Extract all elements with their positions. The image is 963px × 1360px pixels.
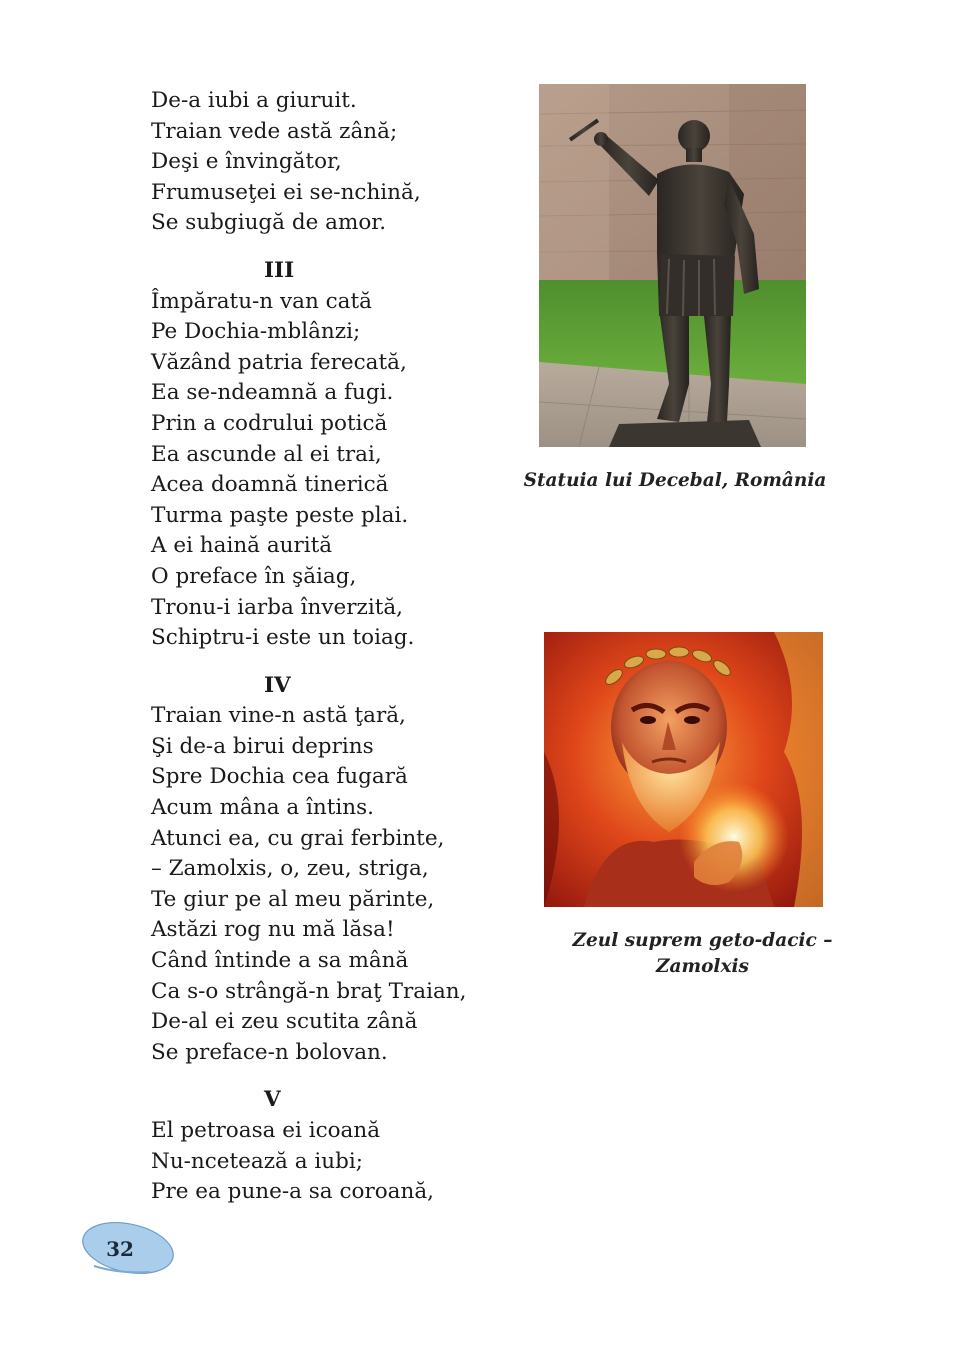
poem-text — [151, 86, 511, 1208]
zamolxis-caption-line2: Zamolxis — [656, 956, 749, 977]
statue-caption: Statuia lui Decebal, România — [523, 470, 827, 491]
poem-line: Când întinde a sa mână — [151, 948, 409, 974]
poem-line: Astăzi rog nu mă lăsa! — [151, 917, 395, 943]
poem-line: Se preface-n bolovan. — [151, 1039, 388, 1065]
poem-line: Traian vine-n astă ţară, — [151, 703, 406, 729]
poem-line: Pre ea pune-a sa coroană, — [151, 1179, 434, 1205]
poem-line: Acea doamnă tinerică — [151, 472, 389, 498]
poem-line: Ca s-o strângă-n braţ Traian, — [151, 978, 467, 1004]
poem-line: De-al ei zeu scutita zână — [151, 1009, 418, 1035]
poem-line: Ea ascunde al ei trai, — [151, 441, 382, 467]
poem-line: Traian vede astă zână; — [151, 118, 398, 144]
poem-line: Turma paşte peste plai. — [151, 502, 409, 528]
poem-line: De-a iubi a giuruit. — [151, 88, 357, 113]
poem-line: Spre Dochia cea fugară — [151, 764, 408, 790]
poem-line: Şi de-a birui deprins — [151, 733, 374, 759]
poem-line: Acum mâna a întins. — [151, 795, 374, 821]
stanza-heading-iii: III — [264, 257, 295, 283]
statue-photo — [539, 84, 806, 447]
poem-line: Te giur pe al meu părinte, — [151, 886, 435, 912]
poem-line: Văzând patria ferecată, — [151, 349, 407, 375]
poem-line: Schiptru-i este un toiag. — [151, 625, 415, 651]
poem-line: Nu-ncetează a iubi; — [151, 1148, 363, 1174]
poem-line: Tronu-i iarba înverzită, — [151, 594, 403, 620]
poem-line: – Zamolxis, o, zeu, striga, — [151, 856, 429, 882]
poem-line: Deşi e învingător, — [151, 149, 342, 175]
page-number-badge — [80, 1218, 180, 1280]
stanza-heading-iv: IV — [264, 672, 291, 698]
poem-line: A ei haină aurită — [151, 533, 333, 559]
poem-line: Pe Dochia-mblânzi; — [151, 319, 361, 345]
poem-line: Prin a codrului potică — [151, 410, 388, 436]
poem-line: Atunci ea, cu grai ferbinte, — [151, 825, 445, 851]
poem-line: Se subgiugă de amor. — [151, 210, 387, 236]
page-number: 32 — [106, 1237, 134, 1261]
poem-line: Ea se-ndeamnă a fugi. — [151, 380, 394, 406]
zamolxis-image — [544, 632, 823, 907]
zamolxis-caption-line1: Zeul suprem geto-dacic – — [572, 930, 833, 951]
poem-line: El petroasa ei icoană — [151, 1118, 381, 1143]
stanza-heading-v: V — [264, 1087, 281, 1113]
zamolxis-caption — [560, 928, 845, 980]
poem-line: O preface în şăiag, — [151, 563, 357, 589]
poem-line: Împăratu-n van cată — [151, 288, 372, 314]
poem-line: Frumuseţei ei se-nchină, — [151, 179, 421, 205]
